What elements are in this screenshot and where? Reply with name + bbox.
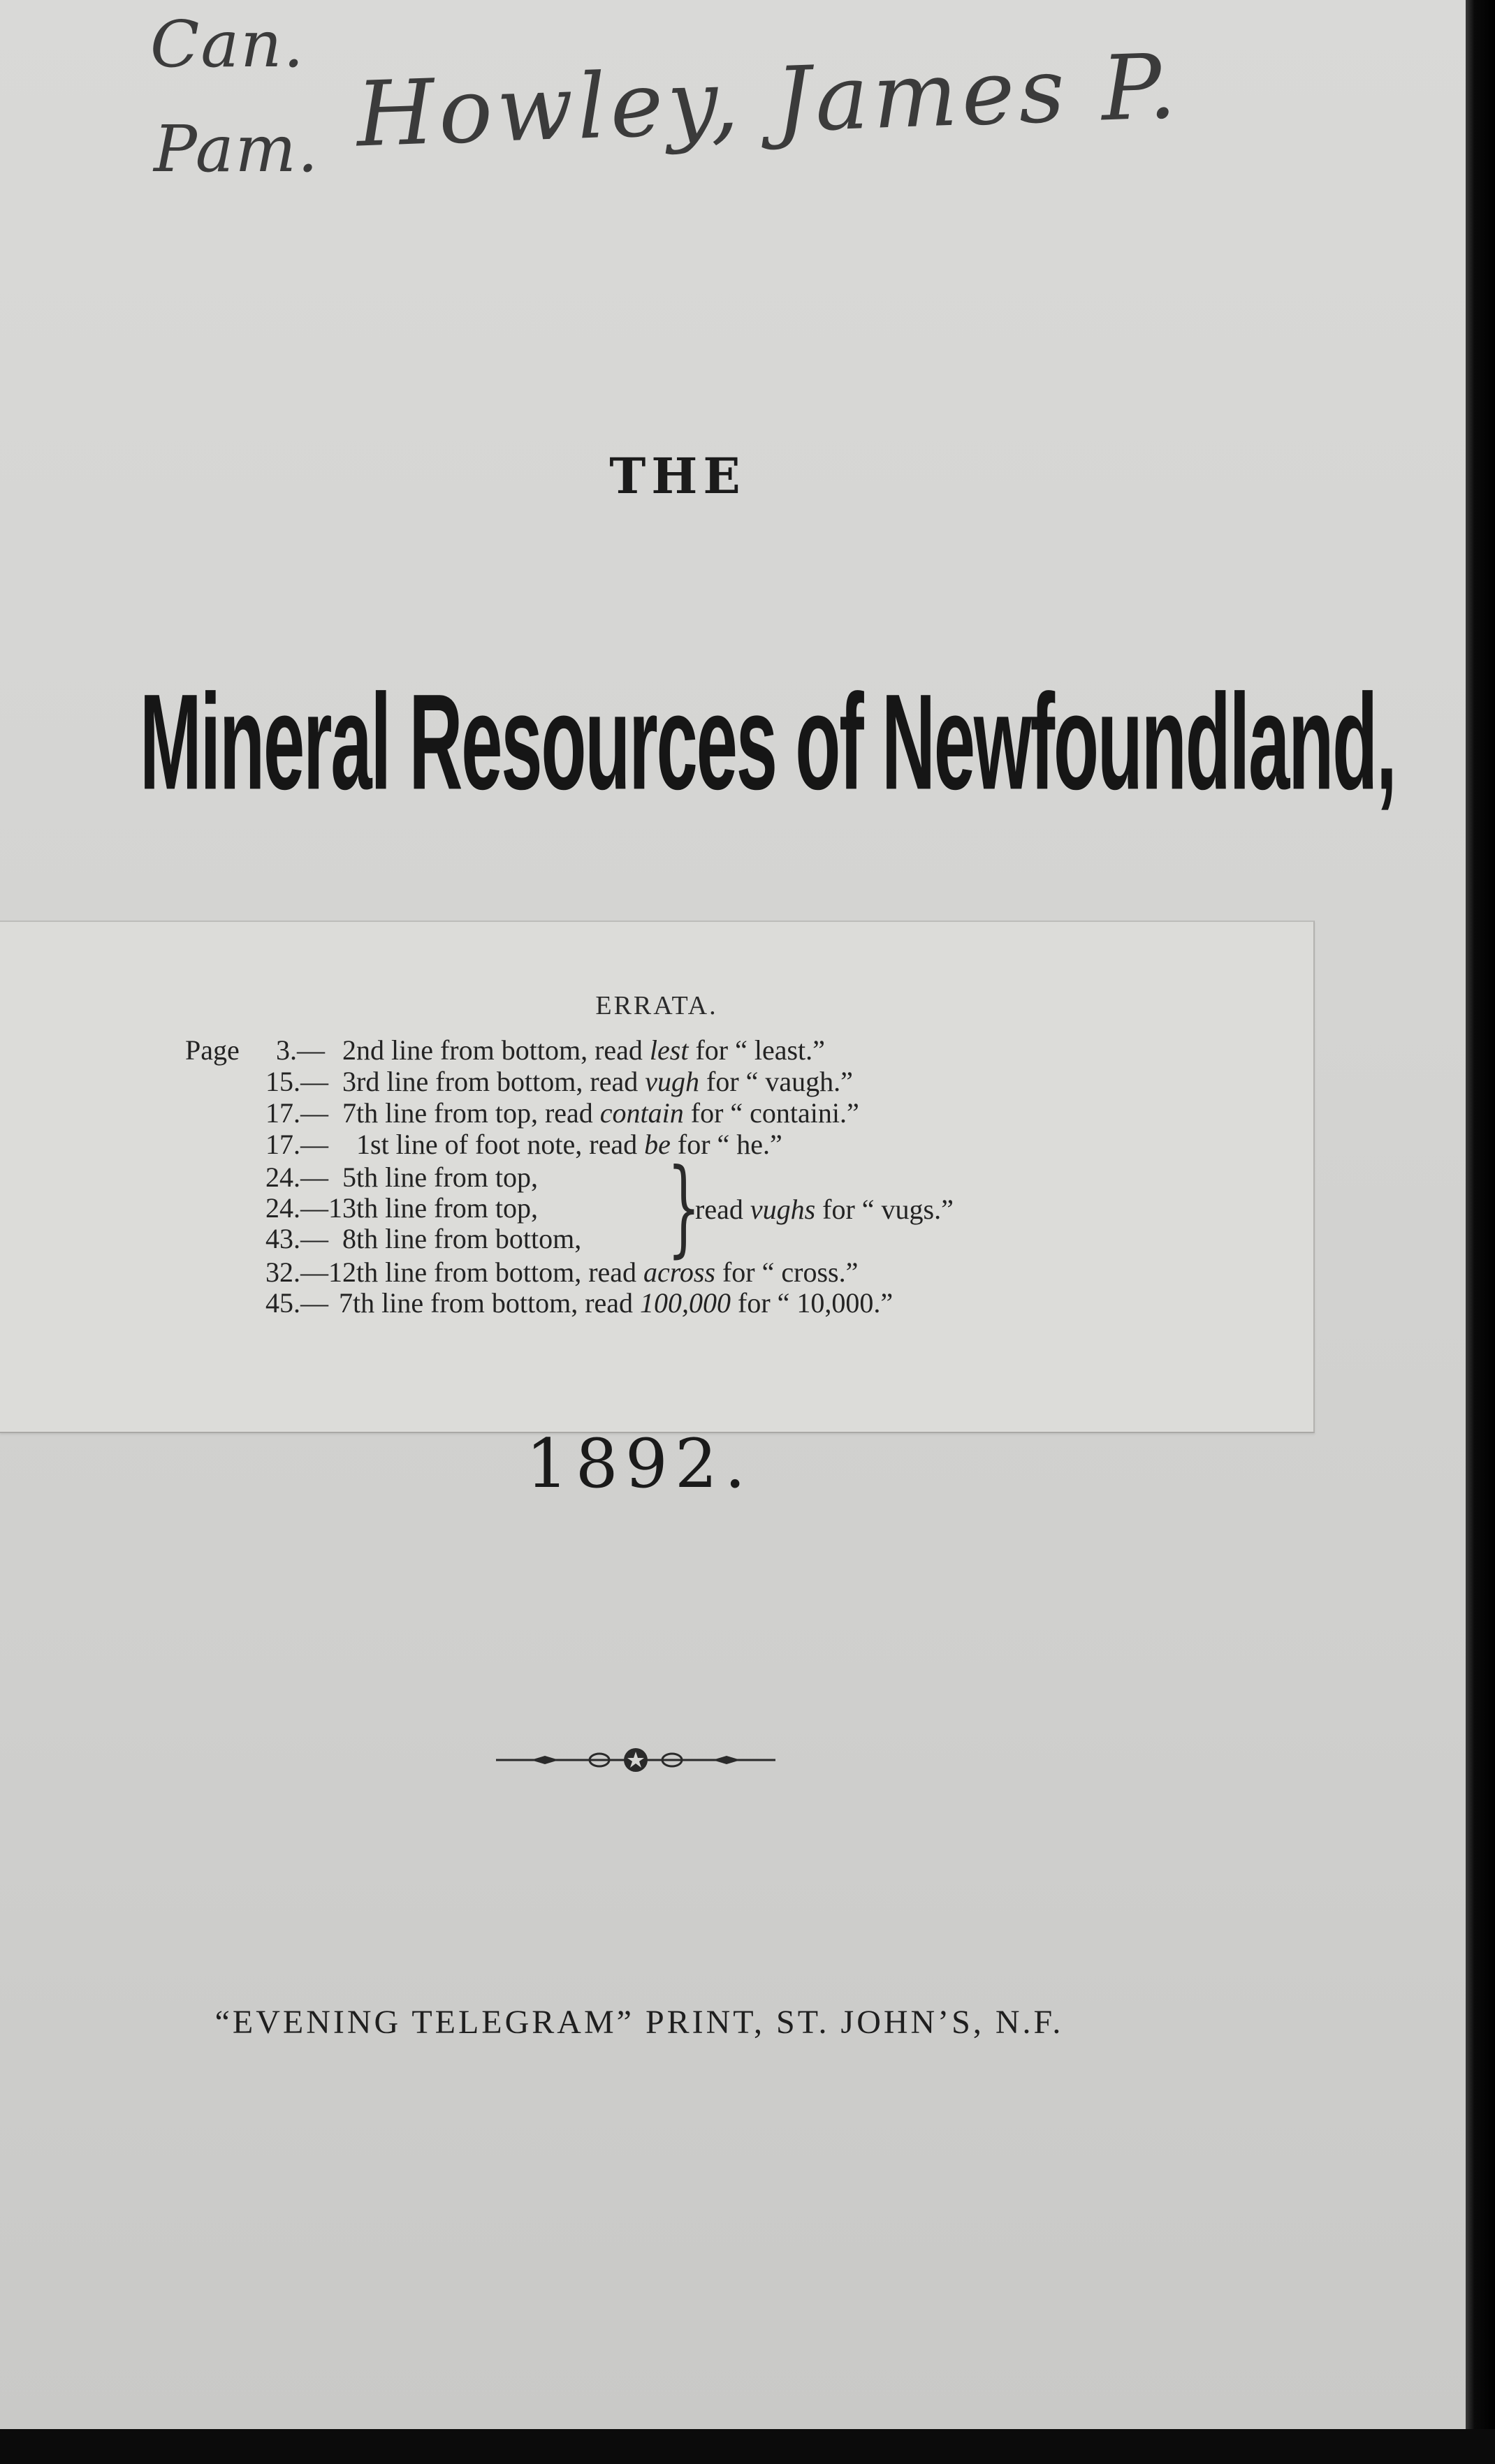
errata-page-number: 17.— bbox=[265, 1097, 328, 1129]
errata-page-number: 32.— bbox=[265, 1256, 328, 1288]
errata-page-number: 15.— bbox=[265, 1066, 328, 1097]
errata-entry: 1st line of foot note, read be for “ he.” bbox=[356, 1129, 782, 1160]
errata-slip bbox=[0, 921, 1315, 1433]
errata-entry: 7th line from top, read contain for “ containi.” bbox=[342, 1097, 859, 1129]
errata-entry: 7th line from bottom, read 100,000 for “ 10,000.” bbox=[339, 1287, 894, 1319]
errata-heading: ERRATA. bbox=[595, 991, 718, 1020]
grouping-brace: } bbox=[667, 1147, 701, 1268]
errata-entry: 8th line from bottom, bbox=[342, 1223, 582, 1254]
errata-page-number: 3.— bbox=[276, 1034, 325, 1066]
errata-page-label: Page bbox=[185, 1034, 240, 1066]
errata-entry: 3rd line from bottom, read vugh for “ vaugh.” bbox=[342, 1066, 853, 1097]
errata-entry: 2nd line from bottom, read lest for “ least.” bbox=[342, 1034, 825, 1066]
publication-year: 1892. bbox=[525, 1425, 753, 1503]
ornament-divider-icon bbox=[489, 1743, 782, 1777]
scan-border-right bbox=[1466, 0, 1495, 2464]
errata-entry: 12th line from bottom, read across for “ cross.” bbox=[328, 1256, 859, 1288]
errata-page-number: 45.— bbox=[265, 1287, 328, 1319]
title-article: THE bbox=[609, 447, 746, 505]
errata-page-number: 17.— bbox=[265, 1129, 328, 1160]
handwritten-call-number-line1: Can. bbox=[150, 7, 305, 82]
errata-entry: 5th line from top, bbox=[342, 1161, 538, 1193]
errata-entry: 13th line from top, bbox=[328, 1192, 538, 1224]
errata-page-number: 43.— bbox=[265, 1223, 328, 1254]
errata-page-number: 24.— bbox=[265, 1192, 328, 1224]
errata-group-note: read vughs for “ vugs.” bbox=[695, 1194, 954, 1225]
scan-border-bottom bbox=[0, 2429, 1495, 2464]
handwritten-call-number-line2: Pam. bbox=[154, 112, 320, 186]
handwritten-author-name: Howley, James P. bbox=[354, 34, 1182, 168]
page-title: Mineral Resources of Newfoundland, bbox=[140, 665, 1396, 818]
printer-imprint: “EVENING TELEGRAM” PRINT, ST. JOHN’S, N.F. bbox=[214, 2004, 1064, 2041]
errata-page-number: 24.— bbox=[265, 1161, 328, 1193]
